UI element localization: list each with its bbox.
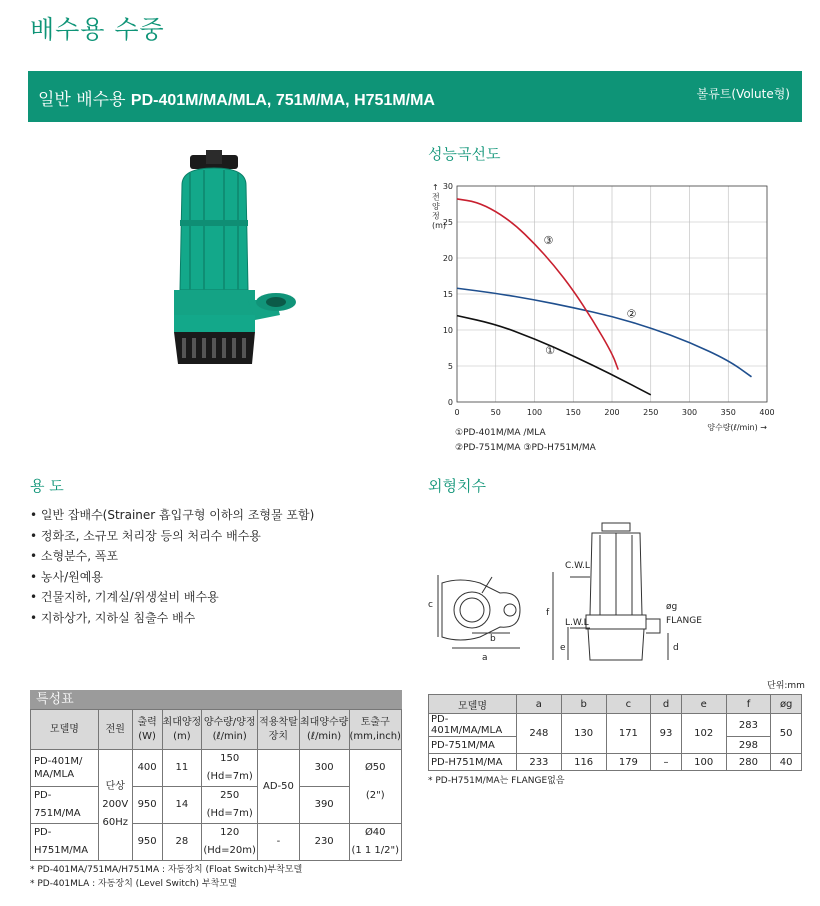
- dim-header-cell: 모델명: [429, 695, 517, 714]
- dim-e: 102: [681, 714, 726, 754]
- x-tick-label: 200: [604, 408, 620, 417]
- x-tick-label: 0: [454, 408, 460, 417]
- pump-type-label: 볼류트(Volute형): [696, 87, 790, 101]
- unit-label: 단위:mm: [767, 681, 805, 691]
- dim-label-d: d: [673, 643, 679, 653]
- spec-head: 11: [162, 750, 202, 787]
- x-tick-label: 250: [643, 408, 659, 417]
- dim-header-row: [429, 695, 802, 714]
- spec-outlet: Ø50: [349, 750, 402, 787]
- dim-note: * PD-H751M/MA는 FLANGE없음: [428, 776, 565, 786]
- usage-item: • 농사/원예용: [30, 567, 314, 588]
- spec-header-cell: 최대양수량 (ℓ/min): [299, 710, 349, 750]
- spec-note: * PD-401MLA : 자동장치 (Level Switch) 부착모델: [30, 879, 237, 889]
- product-banner: [28, 71, 802, 122]
- dim-label-lwl: L.W.L: [565, 618, 589, 628]
- dim-label-cwl: C.W.L: [565, 561, 590, 571]
- dim-label-g: øg: [666, 602, 678, 612]
- dim-header-cell: f: [726, 695, 771, 714]
- usage-list: [30, 505, 314, 628]
- spec-model: PD-H751M/MA: [31, 824, 99, 861]
- spec-max-flow: 300: [299, 750, 349, 787]
- spec-device: AD-50: [258, 750, 300, 824]
- dim-f: 280: [726, 754, 771, 771]
- series-marker-1: ①: [545, 344, 555, 358]
- dim-header-cell: e: [681, 695, 726, 714]
- usage-item: • 소형분수, 폭포: [30, 546, 314, 567]
- top-view: [438, 575, 520, 648]
- dim-label-c: c: [428, 600, 433, 610]
- table-row: [31, 750, 402, 769]
- spec-table: [30, 709, 402, 861]
- x-tick-label: 100: [526, 408, 543, 417]
- dim-model: PD-751M/MA: [429, 737, 517, 754]
- y-axis-label: ↑ 전 양 정 (m): [432, 183, 447, 230]
- dim-header-cell: a: [517, 695, 562, 714]
- y-tick-label: 30: [442, 182, 453, 191]
- dimension-table: [428, 694, 802, 771]
- table-row: [31, 824, 402, 843]
- dim-g: 50: [771, 714, 802, 754]
- dim-d: 93: [651, 714, 682, 754]
- legend-entry: ①PD-401M/MA /MLA: [455, 428, 546, 438]
- x-tick-label: 400: [759, 408, 775, 417]
- dimension-section-title: 외형치수: [428, 477, 486, 495]
- spec-header-row: [31, 710, 402, 750]
- x-tick-label: 50: [490, 408, 501, 417]
- spec-header-cell: 최대양정 (m): [162, 710, 202, 750]
- dim-f: 283: [726, 714, 771, 737]
- spec-note: * PD-401MA/751MA/H751MA : 자동장치 (Float Switch)부착모델: [30, 865, 303, 875]
- dim-a: 233: [517, 754, 562, 771]
- x-tick-label: 300: [681, 408, 698, 417]
- dim-label-a: a: [482, 653, 488, 663]
- dim-label-flange: FLANGE: [666, 616, 702, 626]
- spec-model: PD-401M/ MA/MLA: [31, 750, 99, 787]
- dim-d: –: [651, 754, 682, 771]
- spec-head: 14: [162, 787, 202, 824]
- pump-illustration: [160, 150, 310, 372]
- series-line-2: [457, 288, 752, 377]
- series-marker-3: ③: [543, 234, 554, 247]
- spec-header-cell: 출력 (W): [132, 710, 162, 750]
- spec-outlet: Ø40: [349, 824, 402, 843]
- y-tick-label: 25: [442, 218, 453, 227]
- legend-entry: ②PD-751M/MA ③PD-H751M/MA: [455, 443, 596, 453]
- y-tick-label: 0: [447, 398, 453, 407]
- dim-header-cell: øg: [771, 695, 802, 714]
- y-tick-label: 10: [442, 326, 453, 335]
- spec-outlet-inch: (1 1 1/2"): [349, 842, 402, 861]
- y-tick-label: 5: [447, 362, 453, 371]
- spec-model: PD-751M/MA: [31, 787, 99, 824]
- dim-c: 171: [606, 714, 651, 754]
- spec-power: 단상 200V 60Hz: [98, 750, 132, 861]
- spec-outlet-inch: (2"): [349, 787, 402, 824]
- spec-flow: 150: [202, 750, 258, 769]
- dim-label-e: e: [560, 643, 566, 653]
- page-title: 배수용 수중: [30, 15, 165, 44]
- dim-a: 248: [517, 714, 562, 754]
- x-axis-label: 양수량(ℓ/min) →: [707, 423, 767, 432]
- banner-title: [38, 85, 435, 110]
- spec-flow-hd: (Hd=7m): [202, 805, 258, 824]
- spec-header-cell: 적용착탈 장치: [258, 710, 300, 750]
- series-line-3: [457, 199, 618, 370]
- pump-volute: [174, 290, 255, 315]
- dim-header-cell: d: [651, 695, 682, 714]
- y-tick-label: 15: [442, 290, 453, 299]
- dim-header-cell: c: [606, 695, 651, 714]
- spec-header-cell: 모델명: [31, 710, 99, 750]
- spec-flow: 120: [202, 824, 258, 843]
- dim-b: 130: [561, 714, 606, 754]
- usage-item: • 건물지하, 기계실/위생설비 배수용: [30, 587, 314, 608]
- spec-device: -: [258, 824, 300, 861]
- side-view: [553, 523, 668, 660]
- dim-label-f: f: [546, 608, 550, 618]
- dim-label-b: b: [490, 634, 496, 644]
- x-tick-label: 150: [565, 408, 581, 417]
- table-row: [429, 754, 802, 771]
- spec-output: 400: [132, 750, 162, 787]
- spec-output: 950: [132, 824, 162, 861]
- spec-output: 950: [132, 787, 162, 824]
- dim-model: PD-401M/MA/MLA: [429, 714, 517, 737]
- dim-f: 298: [726, 737, 771, 754]
- banner-title-prefix: 일반 배수용: [38, 90, 131, 110]
- spec-flow: 250: [202, 787, 258, 806]
- chart-section-title: 성능곡선도: [428, 145, 501, 163]
- dim-c: 179: [606, 754, 651, 771]
- usage-item: • 일반 잡배수(Strainer 흡입구형 이하의 조형물 포함): [30, 505, 314, 526]
- spec-header-cell: 토출구 (mm,inch): [349, 710, 402, 750]
- x-tick-label: 350: [720, 408, 736, 417]
- banner-title-models: PD-401M/MA/MLA, 751M/MA, H751M/MA: [130, 92, 435, 109]
- spec-max-flow: 390: [299, 787, 349, 824]
- dim-g: 40: [771, 754, 802, 771]
- spec-header-cell: 양수량/양정 (ℓ/min): [202, 710, 258, 750]
- spec-table-title: 특성표: [30, 690, 402, 709]
- series-marker-2: ②: [626, 307, 637, 321]
- dim-e: 100: [681, 754, 726, 771]
- table-row: [429, 714, 802, 737]
- spec-flow-hd: (Hd=7m): [202, 768, 258, 787]
- spec-max-flow: 230: [299, 824, 349, 861]
- dimension-drawing: [420, 515, 720, 665]
- spec-flow-hd: (Hd=20m): [202, 842, 258, 861]
- table-row: [31, 787, 402, 806]
- dim-b: 116: [561, 754, 606, 771]
- dim-header-cell: b: [561, 695, 606, 714]
- y-tick-label: 20: [442, 254, 453, 263]
- performance-chart: [424, 176, 804, 458]
- spec-head: 28: [162, 824, 202, 861]
- spec-header-cell: 전원: [98, 710, 132, 750]
- usage-item: • 지하상가, 지하실 침출수 배수: [30, 608, 314, 629]
- usage-section-title: 용 도: [30, 477, 64, 495]
- dim-model: PD-H751M/MA: [429, 754, 517, 771]
- usage-item: • 정화조, 소규모 처리장 등의 처리수 배수용: [30, 526, 314, 547]
